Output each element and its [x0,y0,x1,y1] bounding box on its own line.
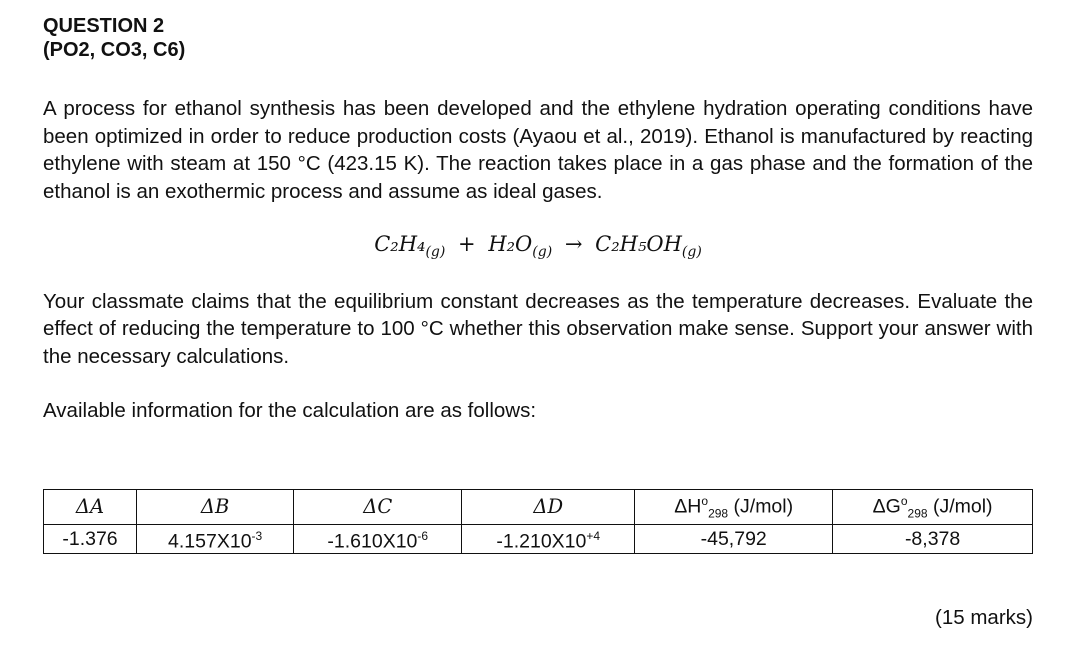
header-delta-d: ΔD [462,490,635,525]
intro-paragraph: A process for ethanol synthesis has been developed and the ethylene hydration operating conditions have been optimized in order to reduce production costs (Ayaou et al., 2019). Ethanol is manufactured by reacting ethylene with steam at 150 °C (423.15 K). The reaction takes place in a gas phase and the formation of the ethanol is an exothermic process and assume as ideal gases. [43,97,1033,203]
value-delta-b: $4.157X10^{-3}$ [137,525,294,554]
reaction-equation [43,232,1033,260]
question-title: QUESTION 2 [43,15,165,37]
available-info-label: Available information for the calculation are as follows: [43,399,537,423]
plus-sign: + [458,232,476,257]
reactant-water: H₂O [488,232,533,257]
table-value-row [44,525,1033,554]
data-table [43,489,1033,554]
phase-label: (g) [681,244,702,261]
question-paragraph: Your classmate claims that the equilibrium constant decreases as the temperature decreases. Evaluate the effect of reducing the temperature to 100 °C whether this observation make sense. Support your answer with the necessary calculations. [43,289,1033,368]
value-delta-a: -1.376 [44,525,137,554]
header-delta-a: ΔA [44,490,137,525]
header-delta-c: ΔC [294,490,462,525]
reactant-ethylene: C₂H₄ [374,232,426,257]
phase-label: (g) [425,244,446,261]
header-delta-b: ΔB [137,490,294,525]
question-page [43,14,1033,629]
value-delta-c: $-1.610X10^{-6}$ [294,525,462,554]
phase-label: (g) [532,244,553,261]
value-delta-d: $-1.210X10^{+4}$ [462,525,635,554]
marks-label: (15 marks) [935,606,1033,629]
table-header-row [44,490,1033,525]
value-delta-g: -8,378 [833,525,1033,554]
header-delta-g: $\Delta G^o_{298}$ (J/mol) [833,490,1033,525]
value-delta-h: -45,792 [635,525,833,554]
reaction-arrow: → [564,232,583,257]
product-ethanol: C₂H₅OH [595,232,682,257]
header-delta-h: $\Delta H^o_{298}$ (J/mol) [635,490,833,525]
question-outcomes: (PO2, CO3, C6) [43,39,186,61]
